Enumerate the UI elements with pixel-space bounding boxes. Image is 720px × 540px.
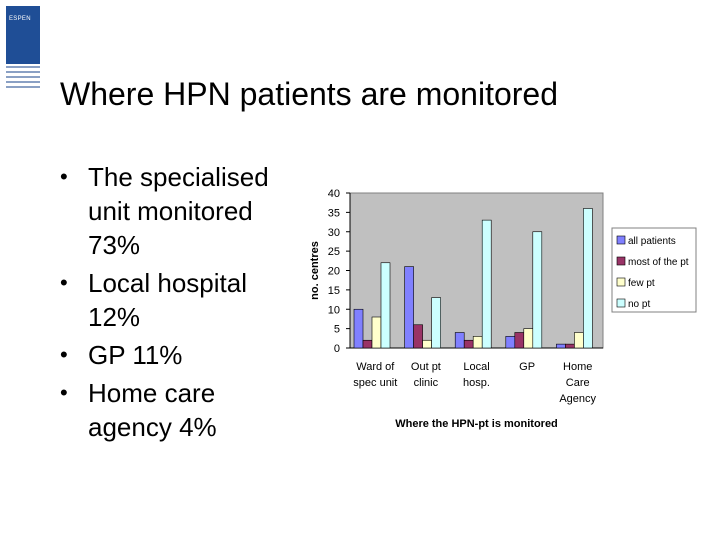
- bar-no-pt: [432, 298, 441, 348]
- bar-no-pt: [482, 220, 491, 348]
- bar-no-pt: [583, 209, 592, 349]
- bar-most-of-the-pt: [363, 340, 372, 348]
- x-tick-label: Out pt: [410, 361, 441, 373]
- x-tick-label: Local: [463, 361, 490, 373]
- bullet-dot: •: [60, 164, 68, 189]
- bar-all-patients: [556, 344, 565, 348]
- bullet-text: Local hospital 12%: [88, 268, 247, 332]
- bar-all-patients: [405, 267, 414, 348]
- bullet-text: Home care agency 4%: [88, 378, 217, 442]
- legend-label: all patients: [628, 236, 676, 247]
- x-tick-label: Agency: [559, 393, 597, 405]
- y-tick-label: 30: [327, 226, 340, 239]
- bar-most-of-the-pt: [565, 344, 574, 348]
- bar-most-of-the-pt: [464, 340, 473, 348]
- legend-swatch: [617, 236, 625, 244]
- legend-label: most of the pt: [628, 257, 689, 268]
- slide-title: Where HPN patients are monitored: [60, 76, 558, 112]
- y-tick-label: 35: [327, 207, 340, 220]
- bar-few-pt: [372, 317, 381, 348]
- bullet-text: The specialised unit monitored 73%: [88, 162, 269, 260]
- y-tick-label: 20: [327, 265, 340, 278]
- bullet-text: GP 11%: [88, 340, 183, 370]
- x-axis-label: Where the HPN-pt is monitored: [395, 418, 558, 430]
- legend-swatch: [617, 278, 625, 286]
- bar-all-patients: [455, 333, 464, 349]
- x-tick-label: clinic: [413, 377, 439, 389]
- bar-no-pt: [533, 232, 542, 348]
- x-tick-label: hosp.: [463, 377, 490, 389]
- y-tick-label: 25: [327, 246, 340, 259]
- bar-few-pt: [574, 333, 583, 349]
- x-tick-label: GP: [519, 361, 536, 373]
- bullet-dot: •: [60, 342, 68, 367]
- x-tick-label: Care: [565, 377, 590, 389]
- bullet-dot: •: [60, 380, 68, 405]
- bar-most-of-the-pt: [414, 325, 423, 348]
- x-tick-label: spec unit: [353, 377, 398, 389]
- logo-text: ESPEN: [9, 16, 31, 22]
- x-tick-label: Ward of: [356, 361, 395, 373]
- legend-label: few pt: [628, 278, 655, 289]
- bar-few-pt: [423, 340, 432, 348]
- x-tick-label: Home: [563, 361, 593, 373]
- bar-few-pt: [524, 329, 533, 348]
- y-tick-label: 0: [333, 343, 340, 355]
- bar-all-patients: [354, 309, 363, 348]
- y-tick-label: 5: [333, 323, 340, 336]
- bar-no-pt: [381, 263, 390, 348]
- y-tick-label: 15: [327, 284, 340, 297]
- legend-swatch: [617, 257, 625, 265]
- bullet-dot: •: [60, 270, 68, 295]
- legend-swatch: [617, 299, 625, 307]
- y-tick-label: 40: [327, 188, 340, 200]
- y-axis-label: no. centres: [309, 241, 321, 300]
- bar-all-patients: [506, 336, 515, 348]
- y-tick-label: 10: [327, 304, 340, 317]
- bar-few-pt: [473, 336, 482, 348]
- bar-most-of-the-pt: [515, 333, 524, 349]
- legend-label: no pt: [628, 299, 651, 310]
